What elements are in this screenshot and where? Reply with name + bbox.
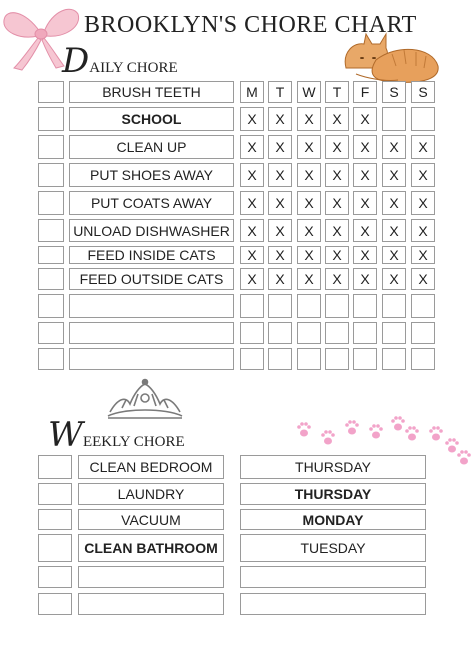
chore-name-cell: BRUSH TEETH [69,81,234,103]
weekly-day-cell: MONDAY [240,509,426,530]
day-mark-cell [325,322,349,344]
day-mark-cell: X [353,107,377,131]
day-mark-cell: X [353,268,377,290]
day-header: M [240,81,264,103]
day-mark-cell: X [325,107,349,131]
day-mark-cell: X [268,246,292,264]
day-mark-cell [268,294,292,318]
day-mark-cell: X [268,219,292,242]
day-mark-cell [411,294,435,318]
weekly-checkbox [38,509,72,530]
day-mark-cell: X [411,163,435,187]
chore-name-cell: PUT COATS AWAY [69,191,234,215]
day-mark-cell: X [353,191,377,215]
day-mark-cell: X [382,268,406,290]
day-mark-cell: X [297,246,321,264]
day-mark-cell: X [268,268,292,290]
day-mark-cell: X [297,191,321,215]
day-mark-cell [353,348,377,370]
day-mark-cell: X [411,191,435,215]
chore-name-cell: FEED OUTSIDE CATS [69,268,234,290]
weekly-chore-cell: LAUNDRY [78,483,224,505]
row-checkbox [38,348,64,370]
day-mark-cell [382,294,406,318]
weekly-chore-cell [78,566,224,588]
row-checkbox [38,294,64,318]
day-mark-cell [297,322,321,344]
chore-name-cell [69,322,234,344]
day-mark-cell [382,348,406,370]
row-checkbox [38,268,64,290]
weekly-checkbox [38,455,72,479]
day-mark-cell: X [411,268,435,290]
day-mark-cell: X [353,246,377,264]
day-header: S [411,81,435,103]
day-mark-cell: X [325,268,349,290]
day-mark-cell: X [297,135,321,159]
day-mark-cell: X [297,219,321,242]
weekly-chore-cell: VACUUM [78,509,224,530]
weekly-day-cell: THURSDAY [240,483,426,505]
day-mark-cell: X [240,246,264,264]
day-mark-cell [297,348,321,370]
day-mark-cell [411,107,435,131]
weekly-day-cell: TUESDAY [240,534,426,562]
day-mark-cell: X [353,219,377,242]
chore-name-cell: FEED INSIDE CATS [69,246,234,264]
daily-chore-heading: DAILY CHORE [62,41,178,81]
day-mark-cell [382,107,406,131]
weekly-chore-heading: WEEKLY CHORE [48,415,185,455]
chore-name-cell: PUT SHOES AWAY [69,163,234,187]
day-mark-cell: X [382,135,406,159]
day-mark-cell: X [240,135,264,159]
day-header: S [382,81,406,103]
chore-name-cell: SCHOOL [69,107,234,131]
day-mark-cell [240,322,264,344]
row-checkbox [38,322,64,344]
chart-title: BROOKLYN'S CHORE CHART [84,12,417,38]
day-mark-cell [353,322,377,344]
day-mark-cell [411,348,435,370]
weekly-checkbox [38,566,72,588]
day-mark-cell [353,294,377,318]
chore-name-cell: CLEAN UP [69,135,234,159]
day-mark-cell: X [297,107,321,131]
row-checkbox [38,219,64,242]
weekly-chore-cell [78,593,224,615]
weekly-checkbox [38,593,72,615]
day-mark-cell: X [268,135,292,159]
day-mark-cell: X [268,191,292,215]
day-mark-cell: X [325,135,349,159]
day-mark-cell: X [268,163,292,187]
day-mark-cell [268,322,292,344]
day-mark-cell: X [382,246,406,264]
day-mark-cell: X [411,219,435,242]
day-header: W [297,81,321,103]
row-checkbox [38,191,64,215]
day-mark-cell: X [325,191,349,215]
day-mark-cell [297,294,321,318]
day-mark-cell [411,322,435,344]
weekly-checkbox [38,483,72,505]
day-mark-cell [240,294,264,318]
row-checkbox [38,107,64,131]
day-mark-cell: X [240,163,264,187]
day-mark-cell: X [240,107,264,131]
day-mark-cell: X [353,135,377,159]
day-mark-cell: X [325,219,349,242]
day-mark-cell [268,348,292,370]
day-mark-cell [325,348,349,370]
day-mark-cell: X [240,219,264,242]
chore-name-cell: UNLOAD DISHWASHER [69,219,234,242]
weekly-day-cell [240,593,426,615]
day-header: T [268,81,292,103]
day-mark-cell: X [411,246,435,264]
row-checkbox [38,135,64,159]
day-mark-cell: X [411,135,435,159]
day-header: T [325,81,349,103]
day-mark-cell: X [268,107,292,131]
day-mark-cell: X [325,163,349,187]
day-mark-cell [382,322,406,344]
day-mark-cell: X [382,163,406,187]
day-mark-cell: X [240,268,264,290]
day-mark-cell: X [382,219,406,242]
day-mark-cell: X [297,163,321,187]
weekly-day-cell [240,566,426,588]
weekly-chore-cell: CLEAN BATHROOM [78,534,224,562]
day-mark-cell: X [240,191,264,215]
day-mark-cell: X [325,246,349,264]
day-mark-cell: X [382,191,406,215]
weekly-chore-cell: CLEAN BEDROOM [78,455,224,479]
chore-name-cell [69,348,234,370]
day-mark-cell [240,348,264,370]
row-checkbox [38,81,64,103]
day-mark-cell: X [353,163,377,187]
day-mark-cell [325,294,349,318]
row-checkbox [38,246,64,264]
row-checkbox [38,163,64,187]
weekly-checkbox [38,534,72,562]
day-header: F [353,81,377,103]
weekly-day-cell: THURSDAY [240,455,426,479]
day-mark-cell: X [297,268,321,290]
chore-name-cell [69,294,234,318]
